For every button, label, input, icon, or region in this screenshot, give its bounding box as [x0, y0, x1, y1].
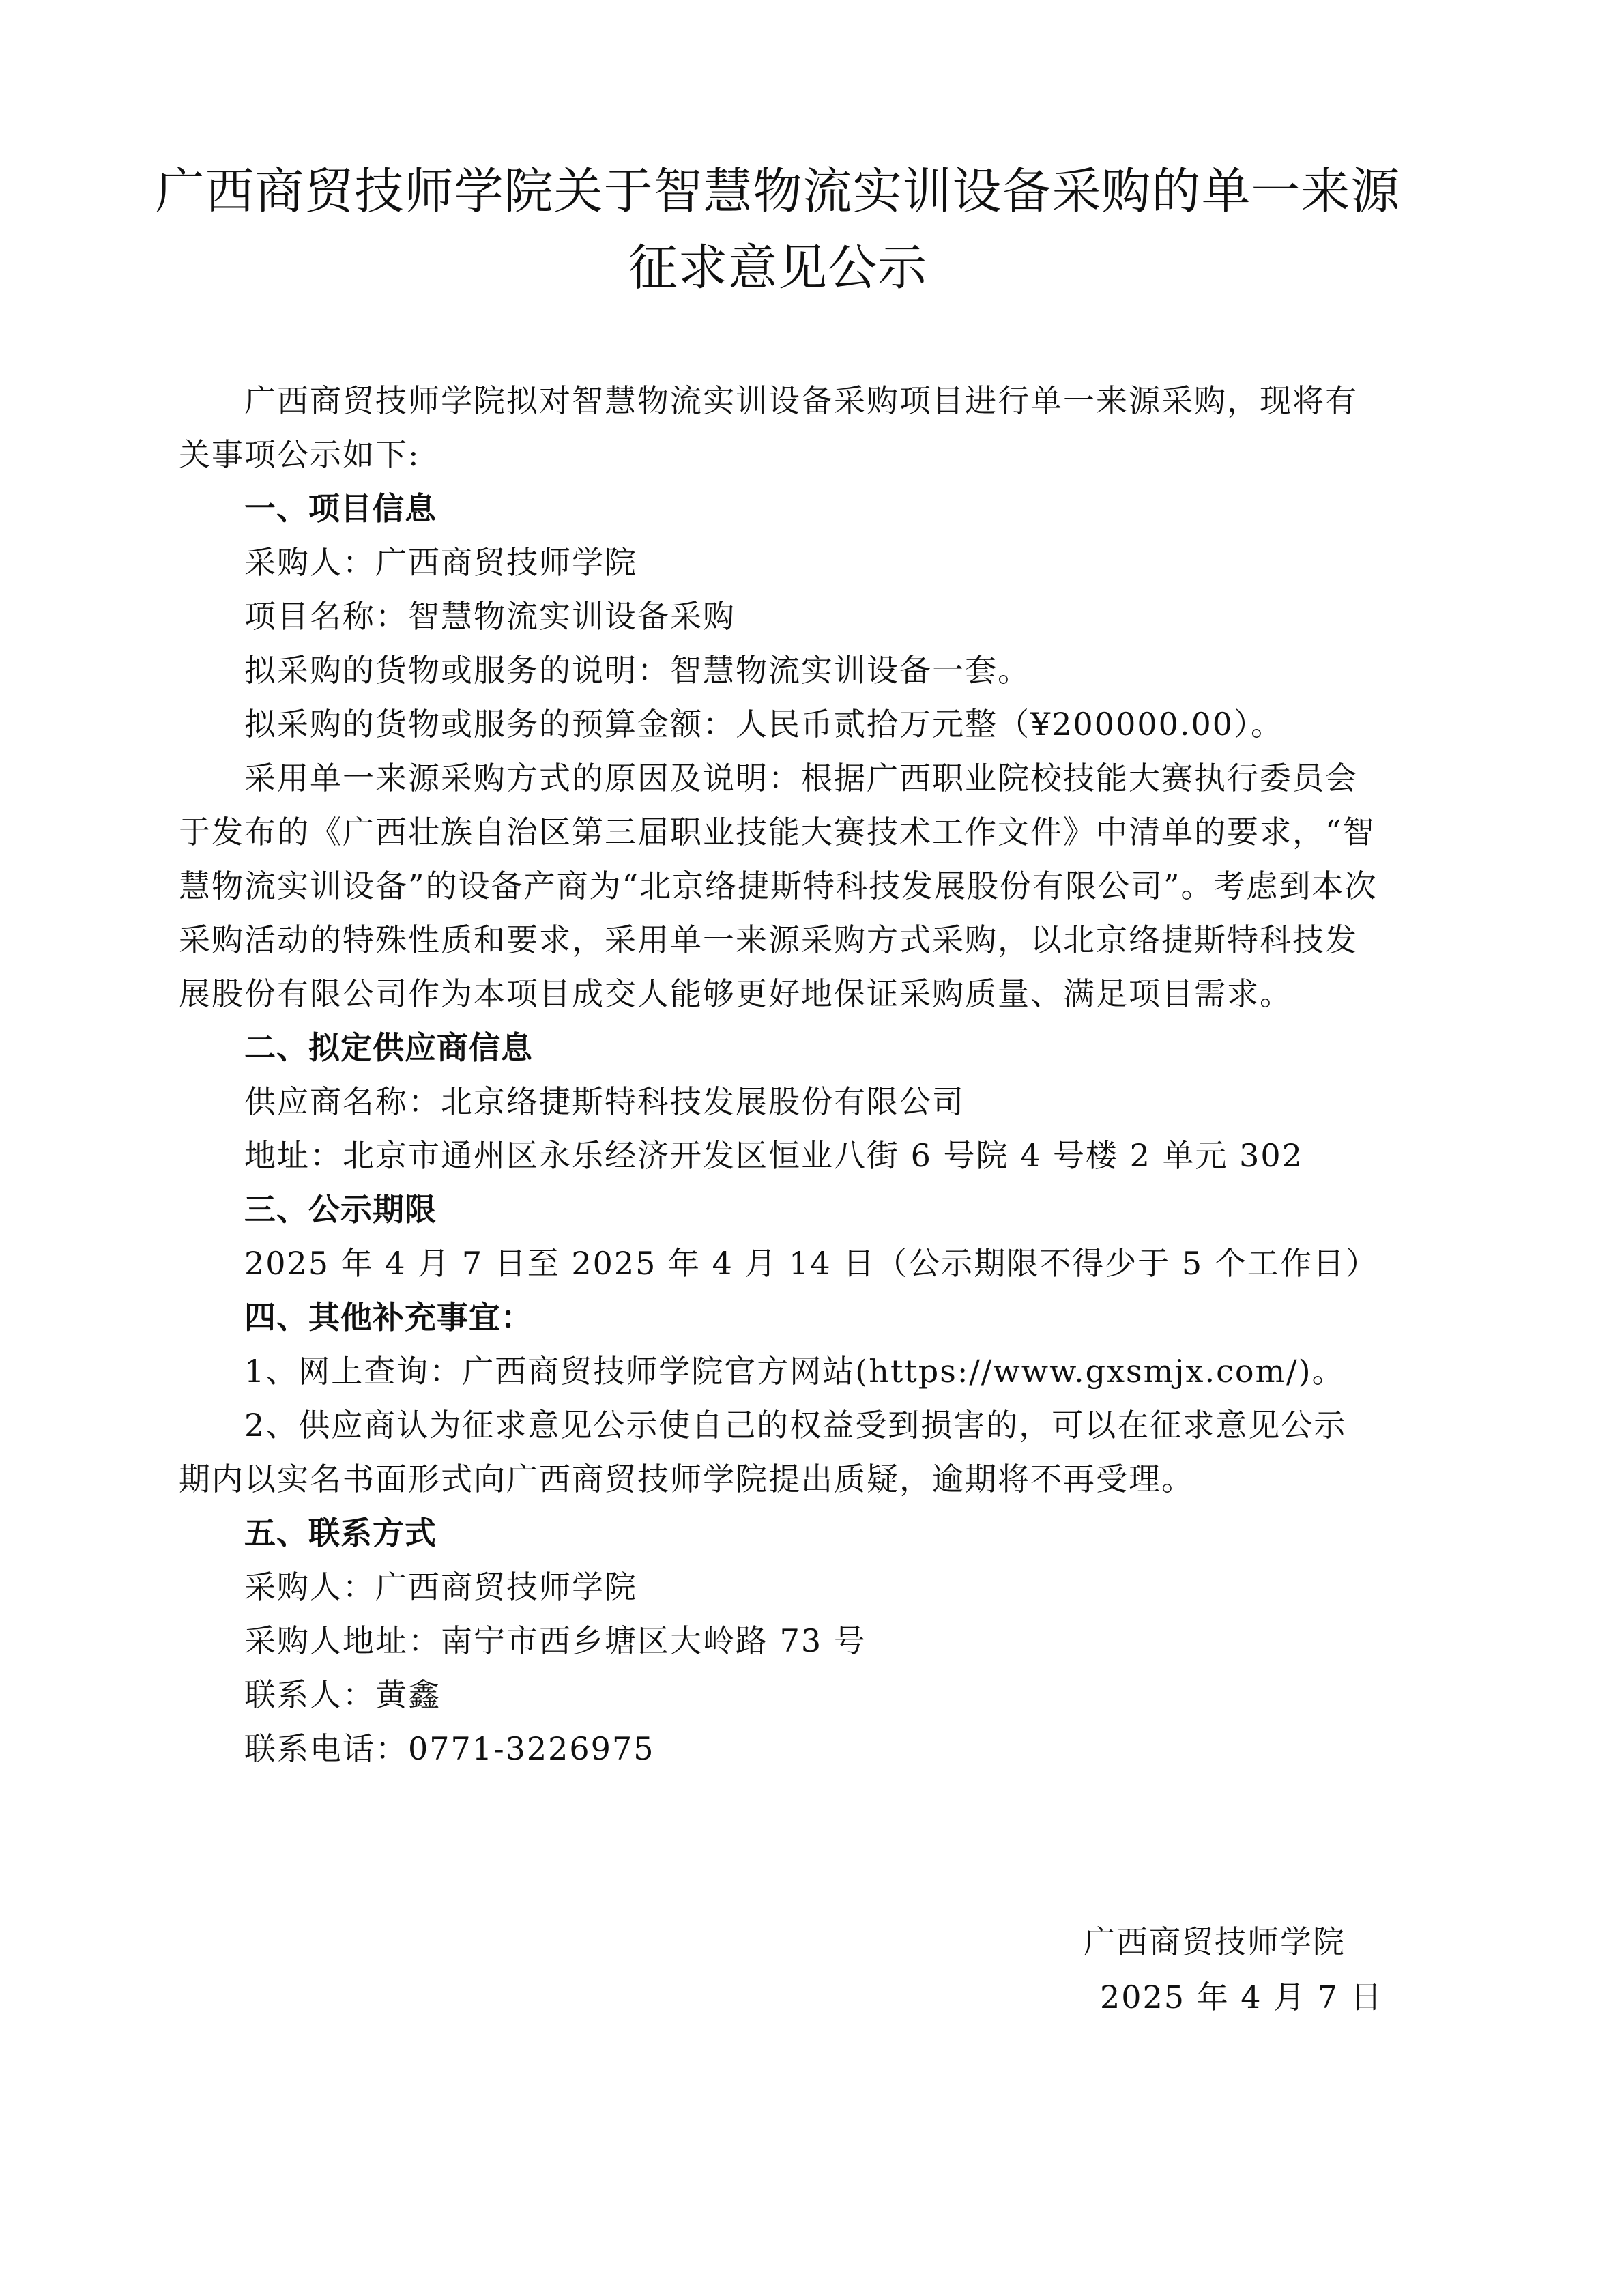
- section-2-heading: 二、拟定供应商信息: [244, 1029, 533, 1066]
- contact-phone-line: 联系电话：0771-3226975: [244, 1730, 655, 1767]
- document-title-line-2: 征求意见公示: [628, 239, 927, 296]
- intro-paragraph-line-2: 关事项公示如下:: [179, 436, 420, 473]
- reason-line-3: 慧物流实训设备”的设备产商为“北京络捷斯特科技发展股份有限公司”。考虑到本次: [179, 867, 1378, 904]
- reason-line-2: 于发布的《广西壮族自治区第三届职业技能大赛技术工作文件》中清单的要求，“智: [179, 814, 1376, 850]
- goods-description-line: 拟采购的货物或服务的说明：智慧物流实训设备一套。: [244, 652, 1030, 689]
- supplier-address-line: 地址：北京市通州区永乐经济开发区恒业八街 6 号院 4 号楼 2 单元 302: [244, 1137, 1303, 1174]
- reason-line-4: 采购活动的特殊性质和要求，采用单一来源采购方式采购，以北京络捷斯特科技发: [179, 921, 1358, 958]
- budget-line: 拟采购的货物或服务的预算金额：人民币贰拾万元整（¥200000.00）。: [244, 706, 1284, 743]
- project-name-line: 项目名称：智慧物流实训设备采购: [244, 598, 736, 635]
- section-5-heading: 五、联系方式: [244, 1515, 437, 1551]
- intro-paragraph-line-1: 广西商贸技师学院拟对智慧物流实训设备采购项目进行单一来源采购，现将有: [244, 382, 1358, 419]
- supplier-name-line: 供应商名称：北京络捷斯特科技发展股份有限公司: [244, 1083, 965, 1120]
- online-query-line: 1、网上查询：广西商贸技师学院官方网站(https://www.gxsmjx.com/)。: [244, 1353, 1345, 1390]
- purchaser-line: 采购人：广西商贸技师学院: [244, 544, 637, 581]
- document-body: [179, 374, 1449, 1776]
- reason-line-1: 采用单一来源采购方式的原因及说明：根据广西职业院校技能大赛执行委员会: [244, 760, 1358, 797]
- signature-organization: 广西商贸技师学院: [1084, 1923, 1346, 1960]
- document-title-line-1: 广西商贸技师学院关于智慧物流实训设备采购的单一来源: [155, 162, 1401, 220]
- publicity-period-line: 2025 年 4 月 7 日至 2025 年 4 月 14 日（公示期限不得少于 5 个工作日）: [244, 1245, 1378, 1282]
- objection-line-1: 2、供应商认为征求意见公示使自己的权益受到损害的，可以在征求意见公示: [244, 1407, 1347, 1444]
- section-1-heading: 一、项目信息: [244, 490, 437, 527]
- contact-person-line: 联系人：黄鑫: [244, 1676, 441, 1713]
- section-3-heading: 三、公示期限: [244, 1191, 437, 1228]
- section-4-heading: 四、其他补充事宜：: [244, 1299, 533, 1336]
- reason-line-5: 展股份有限公司作为本项目成交人能够更好地保证采购质量、满足项目需求。: [179, 975, 1292, 1012]
- objection-line-2: 期内以实名书面形式向广西商贸技师学院提出质疑，逾期将不再受理。: [179, 1461, 1194, 1497]
- signature-date: 2025 年 4 月 7 日: [1100, 1979, 1383, 2015]
- purchaser-address-line: 采购人地址：南宁市西乡塘区大岭路 73 号: [244, 1622, 867, 1659]
- contact-purchaser-line: 采购人：广西商贸技师学院: [244, 1568, 637, 1605]
